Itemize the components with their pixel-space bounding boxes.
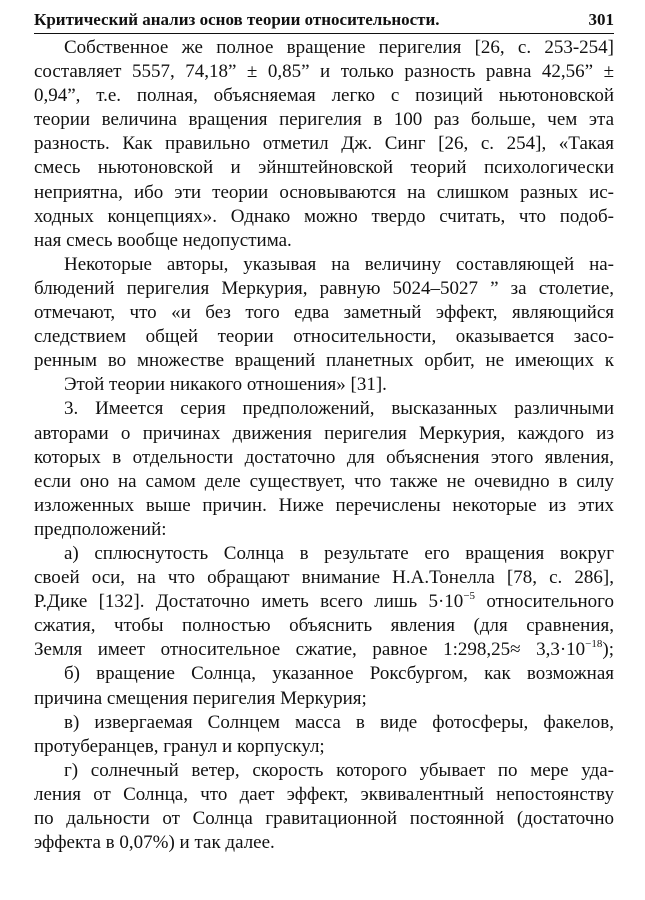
running-header	[34, 9, 614, 34]
text-line: ходных концепциях». Однако можно твердо считать, что подоб-	[34, 205, 614, 227]
text-line: причина смещения перигелия Меркурия;	[34, 687, 367, 709]
text-fragment: Земля имеет относительное сжатие, равное 1:298,25≈ 3,3·10	[34, 639, 586, 661]
text-line: смесь ньютоновской и эйнштейновской теорий психологически	[34, 157, 614, 179]
text-line: Некоторые авторы, указывая на величину составляющей на-	[64, 253, 614, 275]
page-number: 301	[588, 10, 614, 29]
text-line: своей оси, на что обращают внимание Н.А.Тонелла [78, с. 286],	[34, 567, 614, 589]
text-line: Собственное же полное вращение перигелия [26, с. 253-254]	[64, 37, 614, 58]
text-line: авторами о причинах движения перигелия Меркурия, каждого из	[34, 422, 614, 444]
text-line: в) извергаемая Солнцем масса в виде фотосферы, факелов,	[64, 711, 614, 733]
text-line: 0,94”, т.е. полная, объясняемая легко с позиций ньютоновской	[34, 85, 614, 107]
text-line: следствием общей теории относительности, оказывается засо-	[34, 326, 614, 348]
text-line: б) вращение Солнца, указанное Роксбургом, как возможная	[64, 663, 614, 685]
text-line: 3. Имеется серия предположений, высказанных различными	[64, 398, 614, 420]
text-line: которых в отдельности достаточно для объяснения этого явления,	[34, 446, 614, 468]
text-line: Этой теории никакого отношения» [31].	[64, 374, 387, 396]
text-line	[34, 638, 614, 662]
text-line: по дальности от Солнца гравитационной постоянной (достаточно	[34, 808, 614, 829]
text-line: протуберанцев, гранул и корпускул;	[34, 735, 325, 757]
text-line: эффекта в 0,07%) и так далее.	[34, 832, 275, 854]
text-line: предположений:	[34, 518, 167, 540]
text-line: отмечают, что «и без того едва заметный эффект, являющийся	[34, 302, 614, 324]
body-text	[34, 36, 614, 855]
text-fragment: Р.Дике [132]. Достаточно иметь всего лишь 5·10	[34, 591, 464, 613]
superscript-exponent: −5	[463, 590, 476, 603]
text-line: а) сплюснутость Солнца в результате его вращения вокруг	[64, 542, 614, 564]
superscript-exponent: −18	[585, 638, 603, 651]
text-line: г) солнечный ветер, скорость которого убывает по мере уда-	[64, 759, 614, 781]
text-line: неприятна, ибо эти теории основываются на слишком разных ис-	[34, 181, 614, 203]
text-fragment: );	[602, 639, 614, 661]
text-line: ренным во множестве вращений планетных орбит, не имеющих к	[34, 350, 614, 372]
running-title: Критический анализ основ теории относительности.	[34, 10, 440, 29]
text-fragment: относительного	[475, 591, 615, 613]
text-line: сжатия, чтобы полностью объяснить явления (для сравнения,	[34, 615, 614, 637]
text-line	[34, 590, 614, 614]
text-line: если оно на самом деле существует, что также не очевидно в силу	[34, 470, 614, 492]
text-line: блюдений перигелия Меркурия, равную 5024–5027 ” за столетие,	[34, 277, 614, 299]
text-line: разность. Как правильно отметил Дж. Синг [26, с. 254], «Такая	[34, 133, 614, 155]
text-line: ная смесь вообще недопустима.	[34, 229, 292, 251]
text-line: ления от Солнца, что дает эффект, эквивалентный непостоянству	[34, 783, 614, 805]
text-line: теории величина вращения перигелия в 100 раз больше, чем эта	[34, 109, 614, 131]
text-line: изложенных выше причин. Ниже перечислены некоторые из этих	[34, 494, 614, 516]
text-line: составляет 5557, 74,18” ± 0,85” и только разность равна 42,56” ±	[34, 61, 614, 83]
